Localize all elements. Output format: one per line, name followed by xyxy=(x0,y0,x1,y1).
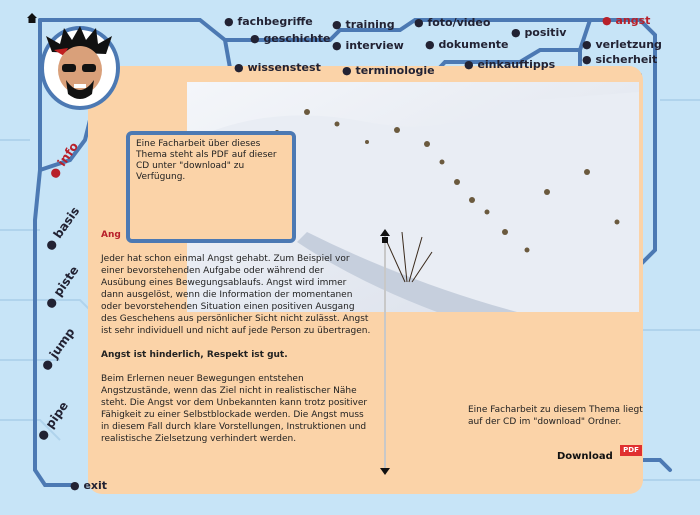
article-scrollbar[interactable] xyxy=(379,228,391,476)
nav-label: jump xyxy=(46,325,78,362)
nav-label: info xyxy=(54,139,82,170)
nav-label: piste xyxy=(50,263,82,300)
nav-basis[interactable]: ● basis xyxy=(42,204,83,254)
nav-geschichte[interactable]: ● geschichte xyxy=(250,32,331,45)
nav-training[interactable]: ● training xyxy=(332,18,395,31)
scroll-down-icon xyxy=(380,468,390,475)
nav-positiv[interactable]: ● positiv xyxy=(511,26,567,39)
download-link[interactable]: Download xyxy=(557,451,613,462)
nav-einkauftipps[interactable]: ● einkauftipps xyxy=(464,58,556,71)
article-body xyxy=(101,253,371,457)
nav-label: sicherheit xyxy=(595,53,658,66)
nav-jump[interactable]: ● jump xyxy=(38,325,78,374)
pdf-tooltip: Eine Facharbeit über dieses Thema steht als PDF auf dieser CD unter "download" zu Verfügung. xyxy=(126,131,296,243)
nav-dokumente[interactable]: ● dokumente xyxy=(425,38,509,51)
nav-info[interactable]: ● info xyxy=(46,139,82,182)
nav-sicherheit[interactable]: ● sicherheit xyxy=(582,53,658,66)
pdf-badge[interactable]: PDF xyxy=(620,445,642,456)
nav-interview[interactable]: ● interview xyxy=(332,39,404,52)
nav-fachbegriffe[interactable]: ● fachbegriffe xyxy=(224,15,313,28)
nav-label: verletzung xyxy=(595,38,662,51)
nav-label: foto/video xyxy=(427,16,491,29)
article-paragraph: Jeder hat schon einmal Angst gehabt. Zum Beispiel vor einer bevorstehenden Aufgabe oder während der Ausübung eines Bewegungsablaufs. Angst wird immer dann ausgelöst, wenn die Information der momentanen oder bevorstehenden Situation einen positiven Ausgang des Geschehens aus persönlicher Sicht nicht zulässt. Angst ist sehr individuell und nicht auf jede Person zu übertragen. xyxy=(101,254,371,336)
nav-label: dokumente xyxy=(438,38,509,51)
nav-label: pipe xyxy=(42,398,72,432)
nav-exit[interactable]: ● exit xyxy=(70,479,108,492)
nav-angst[interactable]: ● angst xyxy=(602,14,651,27)
nav-label: basis xyxy=(50,204,83,242)
nav-label: geschichte xyxy=(263,32,331,45)
nav-verletzung[interactable]: ● verletzung xyxy=(582,38,662,51)
nav-label: wissenstest xyxy=(247,61,321,74)
home-icon[interactable] xyxy=(26,12,38,24)
mascot-logo xyxy=(38,22,122,112)
nav-label: training xyxy=(345,18,395,31)
download-note: Eine Facharbeit zu diesem Thema liegt auf der CD im "download" Ordner. xyxy=(468,405,643,427)
nav-terminologie[interactable]: ● terminologie xyxy=(342,64,435,77)
nav-wissenstest[interactable]: ● wissenstest xyxy=(234,61,321,74)
article-paragraph: Beim Erlernen neuer Bewegungen entstehen Angstzustände, wenn das Ziel nicht in realistischer Nähe steht. Die Angst vor dem Unbekannten kann trotz positiver Fähigkeit zu einer Selbstblockade werden. Die Angst muss in diesem Fall durch klare Vorstellungen, Instruktionen und realistische Zielsetzung verhindert werden. xyxy=(101,374,368,444)
scroll-up-icon xyxy=(380,229,390,236)
nav-label: exit xyxy=(83,479,108,492)
nav-pipe[interactable]: ● pipe xyxy=(34,398,72,444)
nav-label: fachbegriffe xyxy=(237,15,313,28)
nav-piste[interactable]: ● piste xyxy=(42,263,82,312)
nav-foto-video[interactable]: ● foto/video xyxy=(414,16,491,29)
nav-label: positiv xyxy=(524,26,567,39)
nav-label: angst xyxy=(615,14,651,27)
article-emphasis: Angst ist hinderlich, Respekt ist gut. xyxy=(101,350,288,360)
nav-label: einkauftipps xyxy=(477,58,556,71)
nav-label: interview xyxy=(345,39,404,52)
nav-label: terminologie xyxy=(355,64,435,77)
article-heading: Ang xyxy=(101,230,121,240)
